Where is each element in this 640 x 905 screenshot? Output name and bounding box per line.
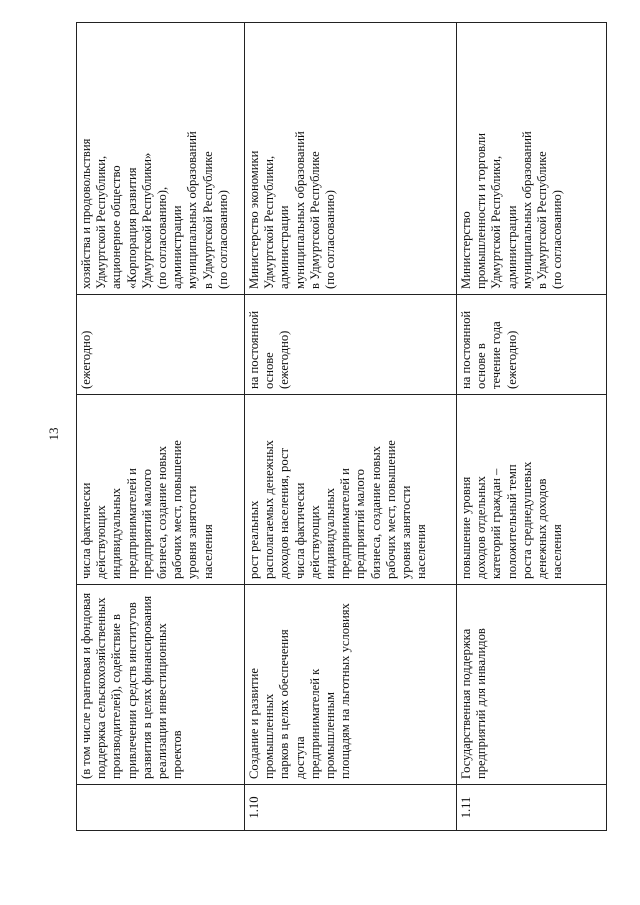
result-cell: повышение уровня доходов отдельных категорий граждан – положительный темп роста среднедушевых денежных доходов населения xyxy=(457,395,607,585)
term-cell: на постоянной основе (ежегодно) xyxy=(245,295,457,395)
row-number xyxy=(77,785,245,831)
table-row xyxy=(457,23,607,831)
measure-cell: (в том числе грантовая и фондовая поддержка сельскохозяйственных производителей), содействие в привлечении средств институтов развития в целях финансирования реализации инвестиционных проектов xyxy=(77,585,245,785)
result-cell: рост реальных располагаемых денежных доходов населения, рост числа фактически действующих индивидуальных предпринимателей и предприятий малого бизнеса, создание новых рабочих мест, повышение уровня занятости населения xyxy=(245,395,457,585)
measure-cell: Создание и развитие промышленных парков в целях обеспечения доступа предпринимателей к промышленным площадям на льготных условиях xyxy=(245,585,457,785)
table-row xyxy=(77,23,245,831)
measure-cell: Государственная поддержка предприятий для инвалидов xyxy=(457,585,607,785)
executors-cell: Министерство экономики Удмуртской Республики, администрации муниципальных образований в Удмуртской Республике (по согласованию) xyxy=(245,23,457,295)
executors-cell: хозяйства и продовольствия Удмуртской Республики, акционерное общество «Корпорация развития Удмуртской Республики» (по согласованию), администрации муниципальных образований в Удмуртской Республике (по согласованию) xyxy=(77,23,245,295)
term-cell: на постоянной основе в течение года (ежегодно) xyxy=(457,295,607,395)
executors-cell: Министерство промышленности и торговли Удмуртской Республики, администрации муниципальных образований в Удмуртской Республике (по согласованию) xyxy=(457,23,607,295)
table-row xyxy=(245,23,457,831)
page-number: 13 xyxy=(46,427,61,441)
term-cell: (ежегодно) xyxy=(77,295,245,395)
rotated-table-container xyxy=(76,23,606,831)
row-number: 1.11 xyxy=(457,785,607,831)
row-number: 1.10 xyxy=(245,785,457,831)
measures-table xyxy=(76,22,607,831)
result-cell: числа фактически действующих индивидуальных предпринимателей и предприятий малого бизнеса, создание новых рабочих мест, повышение уровня занятости населения xyxy=(77,395,245,585)
